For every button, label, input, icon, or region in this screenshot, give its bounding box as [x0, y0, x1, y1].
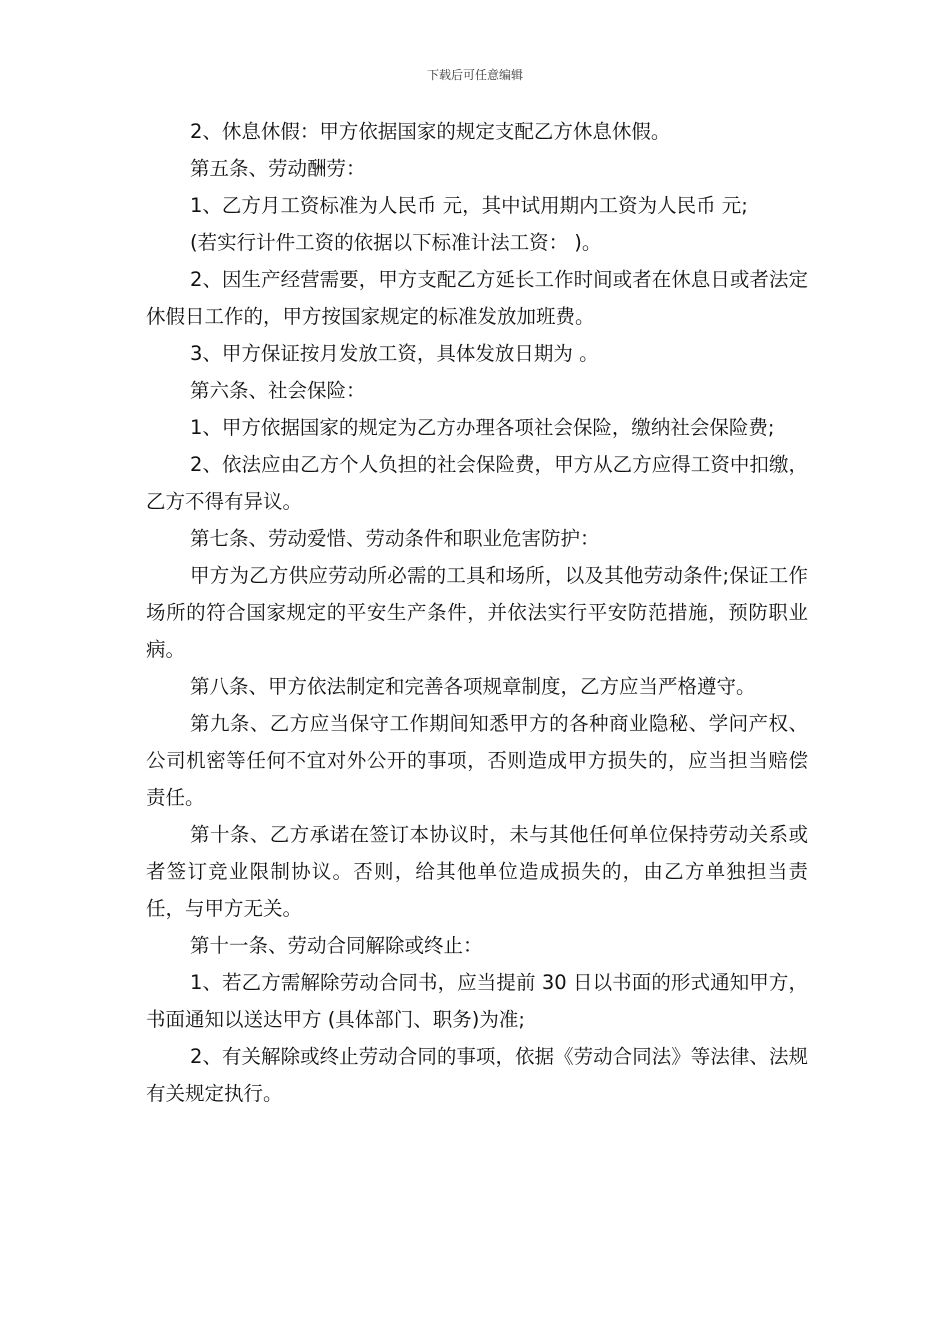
paragraph-insurance-deduction: 2、依法应由乙方个人负担的社会保险费，甲方从乙方应得工资中扣缴，乙方不得有异议。	[146, 453, 808, 513]
paragraph-monthly-wage: 1、乙方月工资标准为人民币 元，其中试用期内工资为人民币 元;	[190, 194, 748, 217]
paragraph-overtime-pay: 2、因生产经营需要，甲方支配乙方延长工作时间或者在休息日或者法定休假日工作的，甲方按国家规定的标准发放加班费。	[146, 268, 808, 328]
paragraph-article-9: 第九条、乙方应当保守工作期间知悉甲方的各种商业隐秘、学问产权、公司机密等任何不宜对外公开的事项，否则造成甲方损失的，应当担当赔偿责任。	[146, 712, 808, 809]
heading-article-7: 第七条、劳动爱惜、劳动条件和职业危害防护：	[190, 527, 600, 550]
paragraph-work-conditions: 甲方为乙方供应劳动所必需的工具和场所，以及其他劳动条件;保证工作场所的符合国家规定的平安生产条件，并依法实行平安防范措施，预防职业病。	[146, 564, 808, 661]
heading-article-6: 第六条、社会保险：	[190, 379, 366, 402]
heading-article-11: 第十一条、劳动合同解除或终止：	[190, 934, 483, 957]
paragraph-piecework-wage: (若实行计件工资的依据以下标准计法工资： )。	[190, 231, 602, 254]
page-header: 下载后可任意编辑	[426, 68, 523, 82]
paragraph-social-insurance: 1、甲方依据国家的规定为乙方办理各项社会保险，缴纳社会保险费;	[190, 416, 775, 439]
paragraph-article-10: 第十条、乙方承诺在签订本协议时，未与其他任何单位保持劳动关系或者签订竞业限制协议。否则，给其他单位造成损失的，由乙方单独担当责任，与甲方无关。	[146, 823, 808, 920]
paragraph-article-8: 第八条、甲方依法制定和完善各项规章制度，乙方应当严格遵守。	[190, 675, 756, 698]
paragraph-pay-date: 3、甲方保证按月发放工资，具体发放日期为 。	[190, 342, 599, 365]
paragraph-rest-leave: 2、休息休假：甲方依据国家的规定支配乙方休息休假。	[190, 120, 671, 143]
document-body	[146, 113, 808, 1112]
heading-article-5: 第五条、劳动酬劳：	[190, 157, 366, 180]
paragraph-termination-notice: 1、若乙方需解除劳动合同书，应当提前 30 日以书面的形式通知甲方，书面通知以送达甲方 (具体部门、职务)为准;	[146, 971, 808, 1031]
paragraph-termination-law: 2、有关解除或终止劳动合同的事项，依据《劳动合同法》等法律、法规有关规定执行。	[146, 1045, 808, 1105]
